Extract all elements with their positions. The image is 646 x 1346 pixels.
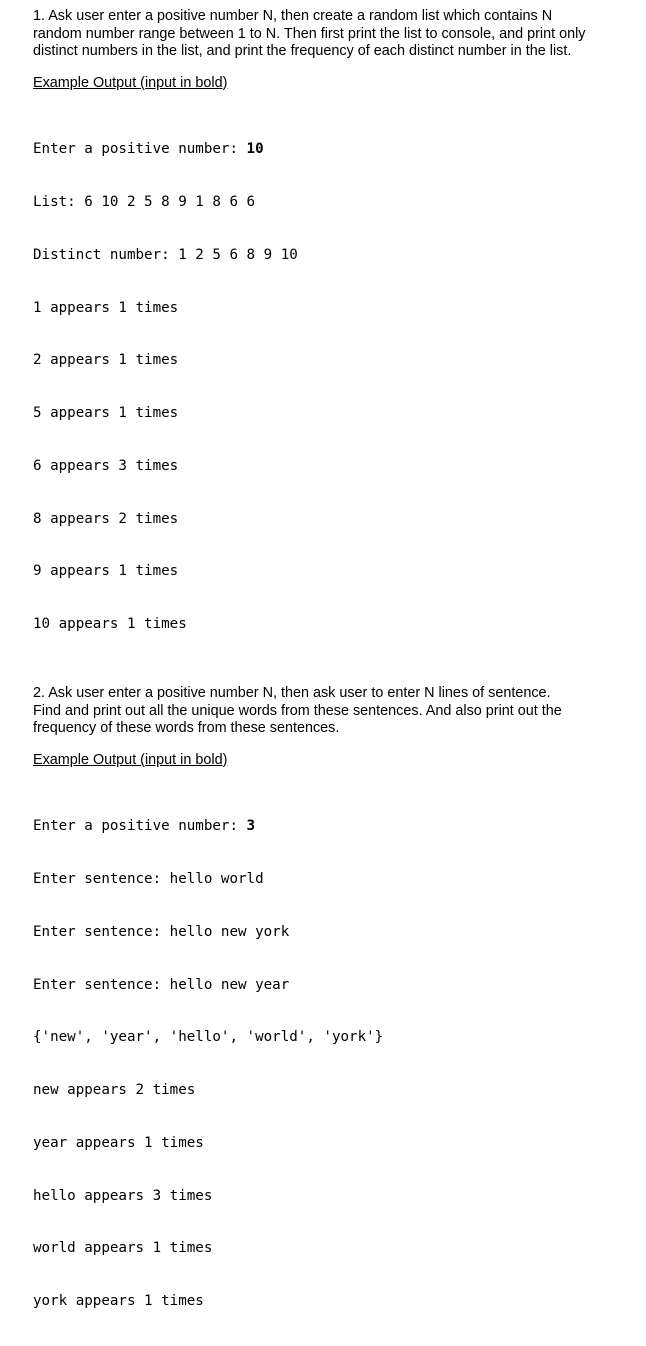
- task-2-input-value: 3: [246, 818, 256, 835]
- task-2-sentence-line: Enter sentence: hello new year: [33, 976, 290, 993]
- task-2-line-1: 2. Ask user enter a positive number N, then ask user to enter N lines of sentence.: [33, 685, 551, 701]
- task-1-input-value: 10: [246, 141, 264, 158]
- task-2-line-2: Find and print out all the unique words from these sentences. And also print out the: [33, 702, 562, 719]
- task-2-line-3: frequency of these words from these sentences.: [33, 720, 340, 736]
- task-1-freq-line: 8 appears 2 times: [33, 510, 179, 527]
- task-2-prompt: Enter a positive number:: [33, 818, 247, 835]
- task-2-description: [33, 685, 633, 738]
- task-2-prompt-line: [33, 818, 633, 836]
- task-1-list-line: List: 6 10 2 5 8 9 1 8 6 6: [33, 193, 256, 210]
- task-1-freq-line: 1 appears 1 times: [33, 299, 179, 316]
- task-1-line-1: 1. Ask user enter a positive number N, then create a random list which contains N: [33, 8, 553, 24]
- task-1-freq-line: 2 appears 1 times: [33, 352, 179, 369]
- task-1-example-heading: Example Output (input in bold): [33, 74, 228, 91]
- task-1-distinct-line: Distinct number: 1 2 5 6 8 9 10: [33, 246, 298, 263]
- task-2-freq-line: new appears 2 times: [33, 1082, 196, 1099]
- task-1-line-3: distinct numbers in the list, and print the frequency of each distinct number in the list.: [33, 43, 572, 59]
- task-1-freq-line: 6 appears 3 times: [33, 457, 179, 474]
- task-1-prompt: Enter a positive number:: [33, 141, 247, 158]
- task-2-sentence-line: Enter sentence: hello world: [33, 870, 264, 887]
- task-1-line-2: random number range between 1 to N. Then first print the list to console, and print only: [33, 25, 586, 42]
- document-page: [33, 8, 633, 1346]
- task-1-prompt-line: [33, 141, 633, 159]
- task-2-freq-line: hello appears 3 times: [33, 1187, 213, 1204]
- task-1-freq-line: 5 appears 1 times: [33, 405, 179, 422]
- task-2-example-heading: Example Output (input in bold): [33, 751, 228, 768]
- task-2-set-line: {'new', 'year', 'hello', 'world', 'york'}: [33, 1029, 384, 1046]
- task-1-description: [33, 8, 633, 61]
- task-2-freq-line: year appears 1 times: [33, 1134, 204, 1151]
- task-1-example-output: [33, 106, 633, 669]
- task-2-example-output: [33, 783, 633, 1346]
- task-1-freq-line: 10 appears 1 times: [33, 616, 187, 633]
- task-2-freq-line: world appears 1 times: [33, 1240, 213, 1257]
- task-1-freq-line: 9 appears 1 times: [33, 563, 179, 580]
- task-2-sentence-line: Enter sentence: hello new york: [33, 923, 290, 940]
- task-2-freq-line: york appears 1 times: [33, 1293, 204, 1310]
